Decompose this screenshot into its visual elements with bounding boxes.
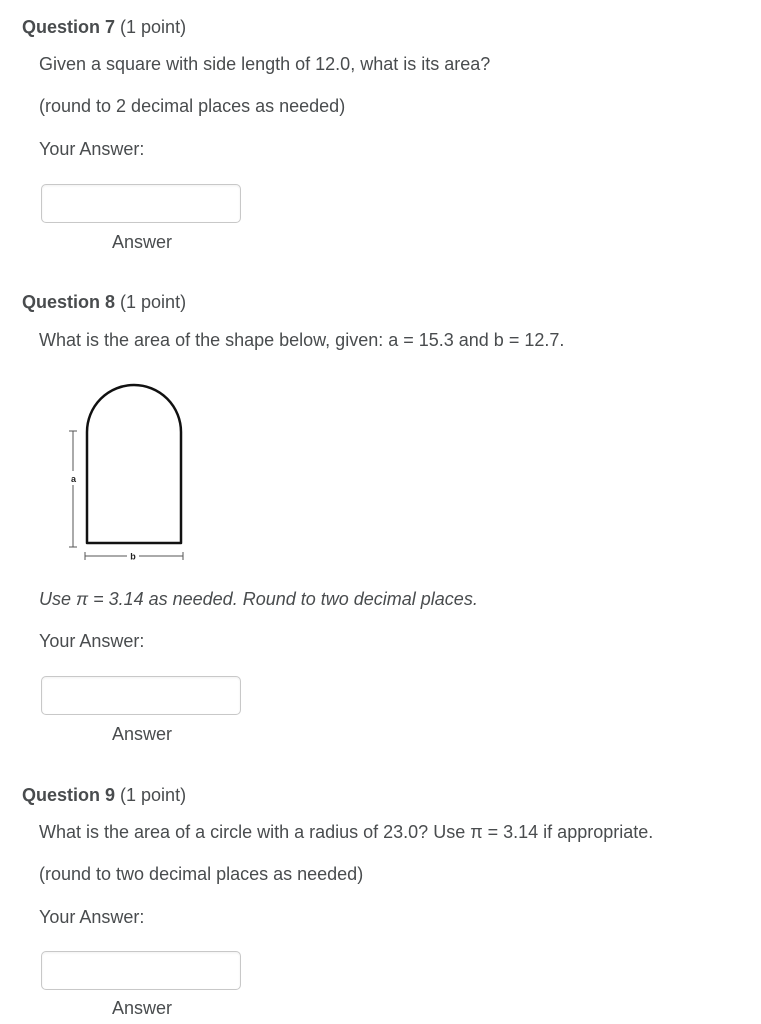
question-9-answer-caption: Answer <box>111 998 173 1018</box>
question-8-prompt: What is the area of the shape below, given: a = 15.3 and b = 12.7. <box>39 330 565 350</box>
question-9-answer-input[interactable] <box>41 951 241 990</box>
question-9-note: (round to two decimal places as needed) <box>39 864 364 884</box>
question-7-number: Question 7 <box>22 17 116 37</box>
arch-shape-figure <box>60 375 200 565</box>
question-9-number: Question 9 <box>22 785 116 805</box>
question-8-header <box>22 292 186 313</box>
dimension-a-label: a <box>70 474 77 484</box>
question-7-points: (1 point) <box>120 17 187 37</box>
question-8-answer-input[interactable] <box>41 676 241 715</box>
question-7-answer-caption: Answer <box>111 232 173 252</box>
dimension-b-label: b <box>130 551 136 562</box>
question-9-points: (1 point) <box>120 785 187 805</box>
question-9-header <box>22 785 186 806</box>
question-9-prompt: What is the area of a circle with a radius of 23.0? Use π = 3.14 if appropriate. <box>39 822 654 842</box>
question-8-answer-caption: Answer <box>111 724 173 744</box>
arch-shape-outline <box>87 385 181 543</box>
question-9-your-answer-label: Your Answer: <box>39 907 145 927</box>
question-7-note: (round to 2 decimal places as needed) <box>39 96 346 116</box>
question-7-prompt: Given a square with side length of 12.0, what is its area? <box>39 54 491 74</box>
question-7-header <box>22 17 186 38</box>
question-8-note: Use π = 3.14 as needed. Round to two decimal places. <box>39 589 478 609</box>
question-8-number: Question 8 <box>22 292 116 312</box>
question-7-your-answer-label: Your Answer: <box>39 139 145 159</box>
question-8-your-answer-label: Your Answer: <box>39 631 145 651</box>
question-7-answer-input[interactable] <box>41 184 241 223</box>
question-8-points: (1 point) <box>120 292 187 312</box>
